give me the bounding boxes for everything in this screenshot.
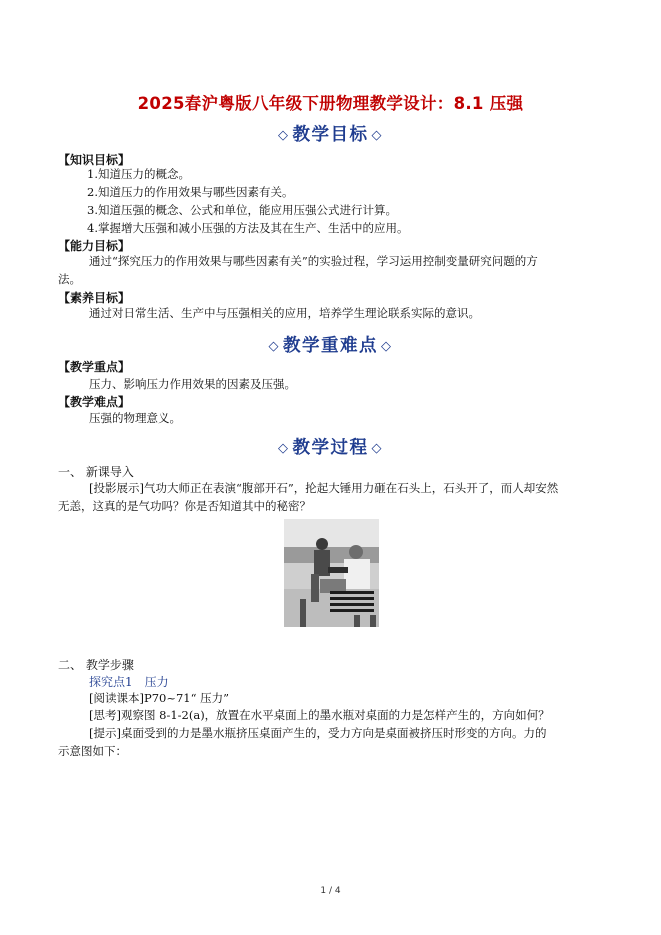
think-question: [思考]观察图 8-1-2(a)，放置在水平桌面上的墨水瓶对桌面的力是怎样产生的，方向如何？: [89, 708, 550, 722]
document-title: 2025春沪粤版八年级下册物理教学设计：8.1 压强: [137, 94, 524, 113]
intro-text-continued: 无恙，这真的是气功吗？你是否知道其中的秘密？: [58, 499, 311, 513]
literacy-objectives-label: 【素养目标】: [58, 291, 131, 305]
section-title-objectives: 教学目标: [292, 125, 369, 145]
section-heading-key-points: [0, 332, 661, 357]
key-point-label: 【教学重点】: [58, 360, 131, 374]
diamond-icon: ◇: [278, 441, 290, 456]
section-heading-process: [0, 434, 661, 459]
ability-text-continued: 法。: [58, 272, 81, 286]
diamond-icon: ◇: [371, 441, 383, 456]
knowledge-item: 2.知道压力的作用效果与哪些因素有关。: [87, 185, 294, 199]
difficult-point-label: 【教学难点】: [58, 395, 131, 409]
intro-text: [投影展示]气功大师正在表演“腹部开石”，抡起大锤用力砸在石头上，石头开了，而人却安然: [89, 481, 559, 495]
diamond-icon: ◇: [371, 128, 383, 143]
page-number: 1 / 4: [320, 886, 341, 896]
hint-text: [提示]桌面受到的力是墨水瓶挤压桌面产生的，受力方向是桌面被挤压时形变的方向。力的: [89, 726, 547, 740]
section-heading-objectives: [0, 121, 661, 146]
knowledge-item: 4.掌握增大压强和减小压强的方法及其在生产、生活中的应用。: [87, 221, 409, 235]
key-point-text: 压力、影响压力作用效果的因素及压强。: [89, 377, 296, 391]
ability-text: 通过“探究压力的作用效果与哪些因素有关”的实验过程，学习运用控制变量研究问题的方: [89, 254, 538, 268]
knowledge-objectives-label: 【知识目标】: [58, 153, 131, 167]
difficult-point-text: 压强的物理意义。: [89, 411, 181, 425]
knowledge-item: 3.知道压强的概念、公式和单位，能应用压强公式进行计算。: [87, 203, 397, 217]
diamond-icon: ◇: [381, 339, 393, 354]
step-teaching-label: 二、 教学步骤: [58, 658, 134, 672]
section-title-process: 教学过程: [292, 438, 369, 458]
diamond-icon: ◇: [268, 339, 280, 354]
diamond-icon: ◇: [278, 128, 290, 143]
inquiry-point-label: 探究点1 压力: [89, 675, 169, 689]
knowledge-item: 1.知道压力的概念。: [87, 167, 190, 181]
ability-objectives-label: 【能力目标】: [58, 239, 131, 253]
section-title-key-points: 教学重难点: [283, 336, 378, 356]
qigong-performance-photo: [284, 519, 379, 627]
literacy-text: 通过对日常生活、生产中与压强相关的应用，培养学生理论联系实际的意识。: [89, 306, 480, 320]
step-intro-label: 一、 新课导入: [58, 465, 134, 479]
hint-text-continued: 示意图如下：: [58, 744, 127, 758]
reading-instruction: [阅读课本]P70~71“ 压力”: [89, 691, 230, 705]
